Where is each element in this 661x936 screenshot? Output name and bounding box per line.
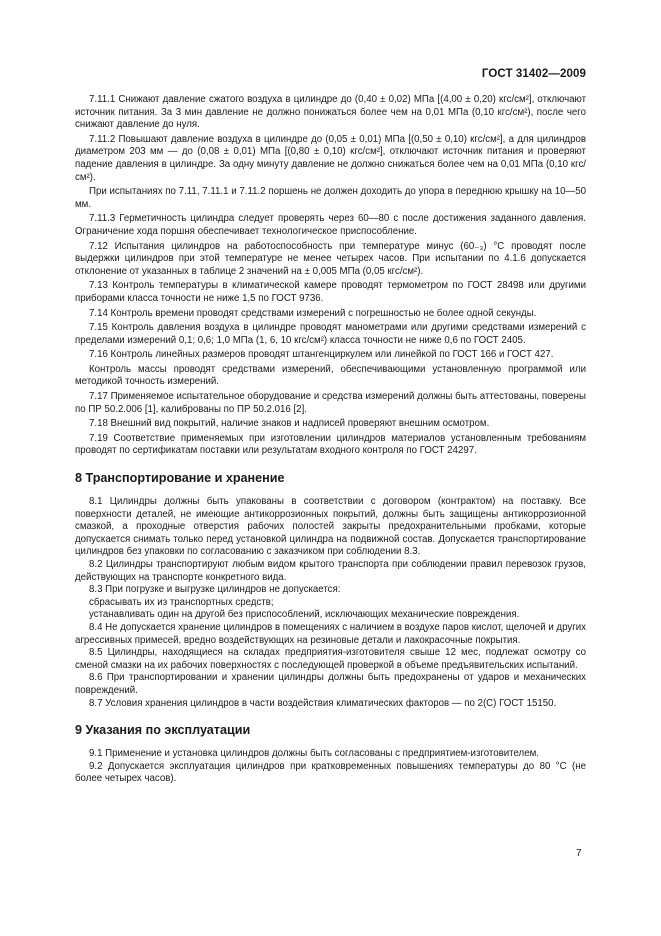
paragraph-8-4: 8.4 Не допускается хранение цилиндров в помещениях с наличием в воздухе паров кислот, щелочей и других агрессивных примесей, вредно воздействующих на резиновые детали и лакокрасочные покрытия. (75, 621, 586, 646)
paragraph-mass-control: Контроль массы проводят средствами измерений, обеспечивающими установленную программой или методикой точность измерений. (75, 363, 586, 388)
paragraph-8-3: 8.3 При погрузке и выгрузке цилиндров не допускается: (89, 584, 341, 596)
paragraph-7-18: 7.18 Внешний вид покрытий, наличие знаков и надписей проверяют внешним осмотром. (89, 418, 490, 430)
paragraph-7-13: 7.13 Контроль температуры в климатической камере проводят термометром по ГОСТ 28498 или другими приборами класса точности не ниже 1,5 по ГОСТ 9736. (75, 280, 586, 304)
paragraph-7-17: 7.17 Применяемое испытательное оборудование и средства измерений должны быть аттестованы, поверены по ПР 50.2.006 [1], калиброваны по ПР 50.2.016 [2]. (75, 391, 586, 415)
page-number: 7 (576, 848, 582, 859)
paragraph-7-16: 7.16 Контроль линейных размеров проводят штангенциркулем или линейкой по ГОСТ 166 и ГОСТ 427. (89, 349, 554, 361)
paragraph-9-1: 9.1 Применение и установка цилиндров должны быть согласованы с предприятием-изготовителем. (89, 748, 539, 760)
paragraph-8-6: 8.6 При транспортировании и хранении цилиндры должны быть предохранены от ударов и механических повреждений. (75, 672, 586, 696)
paragraph-8-3-item-1: сбрасывать их из транспортных средств; (89, 596, 274, 608)
paragraph-7-11-2: 7.11.2 Повышают давление воздуха в цилиндре до (0,05 ± 0,01) МПа [(0,50 ± 0,10) кгс/см²], а для цилиндров диаметром 203 мм — до (0,08 ± 0,01) МПа [(0,80 ± 0,10) кгс/см²], отключают источник питания и проверяют падение давления в цилиндре. За одну минуту давление не должно снижаться более чем на 0,01 МПа (0,10 кгс/см²). (75, 133, 586, 183)
paragraph-7-15: 7.15 Контроль давления воздуха в цилиндре проводят манометрами или другими средствами измерений с пределами измерений 0,1; 0,6; 1,0 МПа (1, 6, 10 кгс/см²) класса точности не ниже 0,6 по ГОСТ 2405. (75, 322, 586, 346)
section-9-heading: 9 Указания по эксплуатации (75, 723, 251, 738)
paragraph-7-19: 7.19 Соответствие применяемых при изготовлении цилиндров материалов установленным требованиям проводят по сертификатам поставки или результатам входного контроля по ГОСТ 24297. (75, 432, 586, 457)
paragraph-7-12: 7.12 Испытания цилиндров на работоспособность при температуре минус (60₋₃) °C проводят после выдержки цилиндров при этой температуре не менее четырех часов. При испытании по 4.1.6 допускается отклонение от указанных в таблице 2 значений на ± 0,005 МПа (0,05 кгс/см²). (75, 240, 586, 277)
section-8-heading: 8 Транспортирование и хранение (75, 471, 285, 486)
paragraph-8-3-item-2: устанавливать один на другой без приспособлений, исключающих механические повреждения. (89, 609, 520, 621)
document-header: ГОСТ 31402—2009 (481, 68, 586, 80)
paragraph-8-7: 8.7 Условия хранения цилиндров в части воздействия климатических факторов — по 2(С) ГОСТ 15150. (89, 697, 557, 709)
paragraph-8-5: 8.5 Цилиндры, находящиеся на складах предприятия-изготовителя свыше 12 мес, подлежат осмотру со сменой смазки на их рабочих поверхностях с последующей проверкой в объеме предъявительских испытаний. (75, 647, 586, 671)
paragraph-7-11-3: 7.11.3 Герметичность цилиндра следует проверять через 60—80 с после достижения заданного давления. Ограничение хода поршня обеспечивает технологическое приспособление. (75, 213, 586, 237)
paragraph-7-14: 7.14 Контроль времени проводят средствами измерений с погрешностью не более одной секунды. (89, 307, 537, 319)
paragraph-8-2: 8.2 Цилиндры транспортируют любым видом крытого транспорта при соблюдении правил перевозок грузов, действующих на транспорте конкретного вида. (75, 559, 586, 583)
paragraph-7-11-1: 7.11.1 Снижают давление сжатого воздуха в цилиндре до (0,40 ± 0,02) МПа [(4,00 ± 0,20) кгс/см²], отключают источник питания. За 3 мин давление не должно понижаться более чем на 0,01 МПа (0,10 кгс/см²), после чего снижают давление до нуля. (75, 94, 586, 131)
paragraph-8-1: 8.1 Цилиндры должны быть упакованы в соответствии с договором (контрактом) на поставку. Все поверхности деталей, не имеющие антикоррозионных покрытий, должны быть защищены антикоррозионной смазкой, а проходные отверстия рабочих полостей закрыты предохранительными пробками, которые допускается снимать только перед установкой цилиндра на подвижной состав. Допускается транспортирование цилиндров без упаковки по согласованию с заказчиком при соблюдении 8.3. (75, 496, 586, 558)
document-body (75, 94, 586, 786)
paragraph-piston-note: При испытаниях по 7.11, 7.11.1 и 7.11.2 поршень не должен доходить до упора в переднюю крышку на 10—50 мм. (75, 186, 586, 210)
paragraph-9-2: 9.2 Допускается эксплуатация цилиндров при кратковременных повышениях температуры до 80 °C (не более четырех часов). (75, 760, 586, 785)
